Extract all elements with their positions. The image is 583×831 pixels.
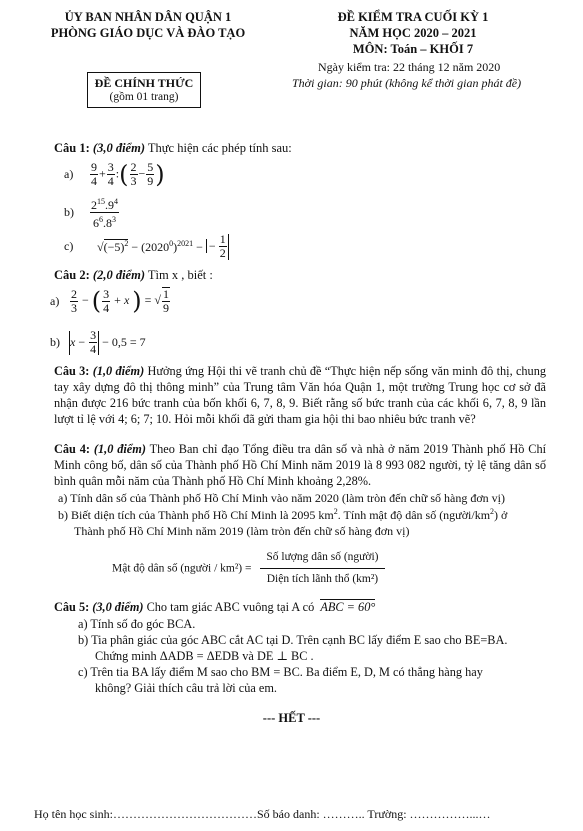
q4-b1: b) Biết diện tích của Thành phố Hồ Chí Minh là 2095 km (58, 508, 334, 522)
q2-b-label: b) (50, 335, 60, 349)
end-mark: --- HẾT --- (262, 711, 321, 725)
q2-label: Câu 2: (54, 268, 90, 282)
issuer-line-1: ỦY BAN NHÂN DÂN QUẬN 1 (64, 10, 232, 24)
q4-part-b (58, 507, 507, 523)
q1-b-label: b) (64, 205, 74, 219)
subject-grade: MÔN: Toán – KHỐI 7 (352, 42, 474, 56)
q1-part-c: c) $√(-5)^2 - (2020^0)^{2021}$ − − $\frac{1}{2}$ (64, 233, 229, 260)
q4-b1-sup: 2 (333, 507, 338, 516)
official-box (87, 72, 201, 108)
q1-c-label: c) (64, 239, 74, 253)
q4-b1-end: ) ở (494, 508, 508, 522)
q1-points: (3,0 điểm) (92, 141, 145, 155)
q2-a-label: a) (50, 293, 60, 308)
formula-denominator: Diện tích lãnh thổ (km²) (266, 573, 379, 585)
official-pages: (gồm 01 trang) (109, 91, 179, 103)
q5-part-a: a) Tính số đo góc BCA. (78, 617, 196, 631)
q5-points: (3,0 điểm) (92, 600, 144, 614)
q4-text: Theo Ban chỉ đạo Tổng điều tra dân số và nhà ở năm 2019 Thành phố Hồ Chí Minh công bố, dân số của Thành phố Hồ Chí Minh năm 2019 là 8 993 082 người, tỷ lệ tăng dân số bình quân mỗi năm của Thành phố Hồ Chí Minh khoảng 2,28%. (54, 442, 547, 488)
q1-part-a: a) $\frac{9}{4}$ + $\frac{3}{4}$ :( $\frac{2}{3}$ − $\frac{5}{9}$ ) (64, 160, 165, 189)
q2-part-b: b) x − $\frac{3}{4}$ − 0,5 = 7 (50, 328, 146, 356)
q4-b1-tail: . Tính mật độ dân số (người/km (337, 508, 491, 522)
q4-points: (1,0 điểm) (93, 442, 146, 456)
q5-text: Cho tam giác ABC vuông tại A có (146, 600, 315, 614)
q2-text: Tìm x , biết : (147, 268, 213, 282)
q5-part-c-line1: c) Trên tia BA lấy điểm M sao cho BM = BC. Ba điểm E, D, M có thẳng hàng hay (78, 665, 483, 679)
formula-left: Mật độ dân số (người / km²) = (112, 562, 252, 575)
q2-heading (54, 268, 213, 283)
q5-label: Câu 5: (54, 600, 90, 614)
school-year: NĂM HỌC 2020 – 2021 (349, 26, 477, 40)
q5-part-c-line2: không? Giải thích câu trả lời của em. (95, 681, 278, 695)
q1-label: Câu 1: (54, 141, 90, 155)
q5-part-b-line2: Chứng minh ΔADB = ΔEDB và DE ⊥ BC . (95, 649, 314, 663)
q3-points: (1,0 điểm) (92, 364, 145, 378)
q4-block (54, 441, 546, 489)
q2-part-a: a) $\frac{2}{3}$ − ( $\frac{3}{4}$ + x ) = √ $\frac{1}{9}$ (50, 286, 169, 315)
q3-text: Hưởng ứng Hội thi vẽ tranh chủ đề “Thực hiện nếp sống văn minh đô thị, chung tay xây dựng đô thị thông minh” của Trung tâm Văn hóa Quận 1, một trường Trung học cơ sở đã nhận được 216 bức tranh của bốn khối 6, 7, 8, 9. Biết rằng số bức tranh của các khối 6, 7, 8, 9 lần lượt tỉ lệ với 4; 6; 7; 10. Hỏi mỗi khối đã gửi tham gia hội thi bao nhiêu bức tranh vẽ? (54, 364, 546, 426)
q5-angle: ABC = 60° (320, 600, 376, 614)
q3-label: Câu 3: (54, 364, 90, 378)
exam-duration: Thời gian: 90 phút (không kể thời gian phát đề) (292, 76, 522, 90)
issuer-line-2: PHÒNG GIÁO DỤC VÀ ĐÀO TẠO (50, 26, 246, 40)
density-formula (112, 550, 386, 587)
q4-part-b-line2: Thành phố Hồ Chí Minh năm 2019 (làm tròn đến chữ số hàng đơn vị) (74, 524, 410, 538)
q2-points: (2,0 điểm) (92, 268, 145, 282)
q5-heading (54, 600, 375, 615)
q5-part-b-line1: b) Tia phân giác của góc ABC cắt AC tại D. Trên cạnh BC lấy điểm E sao cho BE=BA. (78, 633, 508, 647)
q1-heading (54, 141, 292, 156)
q3-block (54, 363, 546, 427)
q1-part-b: b) $\frac{2^{15}.9^4}{6^6.8^3}$ (64, 197, 118, 230)
student-info-line: Họ tên học sinh:………………………………Số báo danh: ……….. Trường: ……………...… (34, 807, 491, 821)
official-title: ĐỀ CHÍNH THỨC (94, 76, 194, 90)
q1-text: Thực hiện các phép tính sau: (147, 141, 292, 155)
formula-numerator: Số lượng dân số (người) (260, 550, 384, 569)
exam-date: Ngày kiểm tra: 22 tháng 12 năm 2020 (318, 60, 501, 74)
exam-title: ĐỀ KIỂM TRA CUỐI KỲ 1 (337, 10, 489, 24)
q1-a-label: a) (64, 167, 74, 181)
q4-part-a: a) Tính dân số của Thành phố Hồ Chí Minh vào năm 2020 (làm tròn đến chữ số hàng đơn vị) (58, 491, 505, 505)
q4-b1-tail-sup: 2 (490, 507, 495, 516)
q4-label: Câu 4: (54, 442, 90, 456)
